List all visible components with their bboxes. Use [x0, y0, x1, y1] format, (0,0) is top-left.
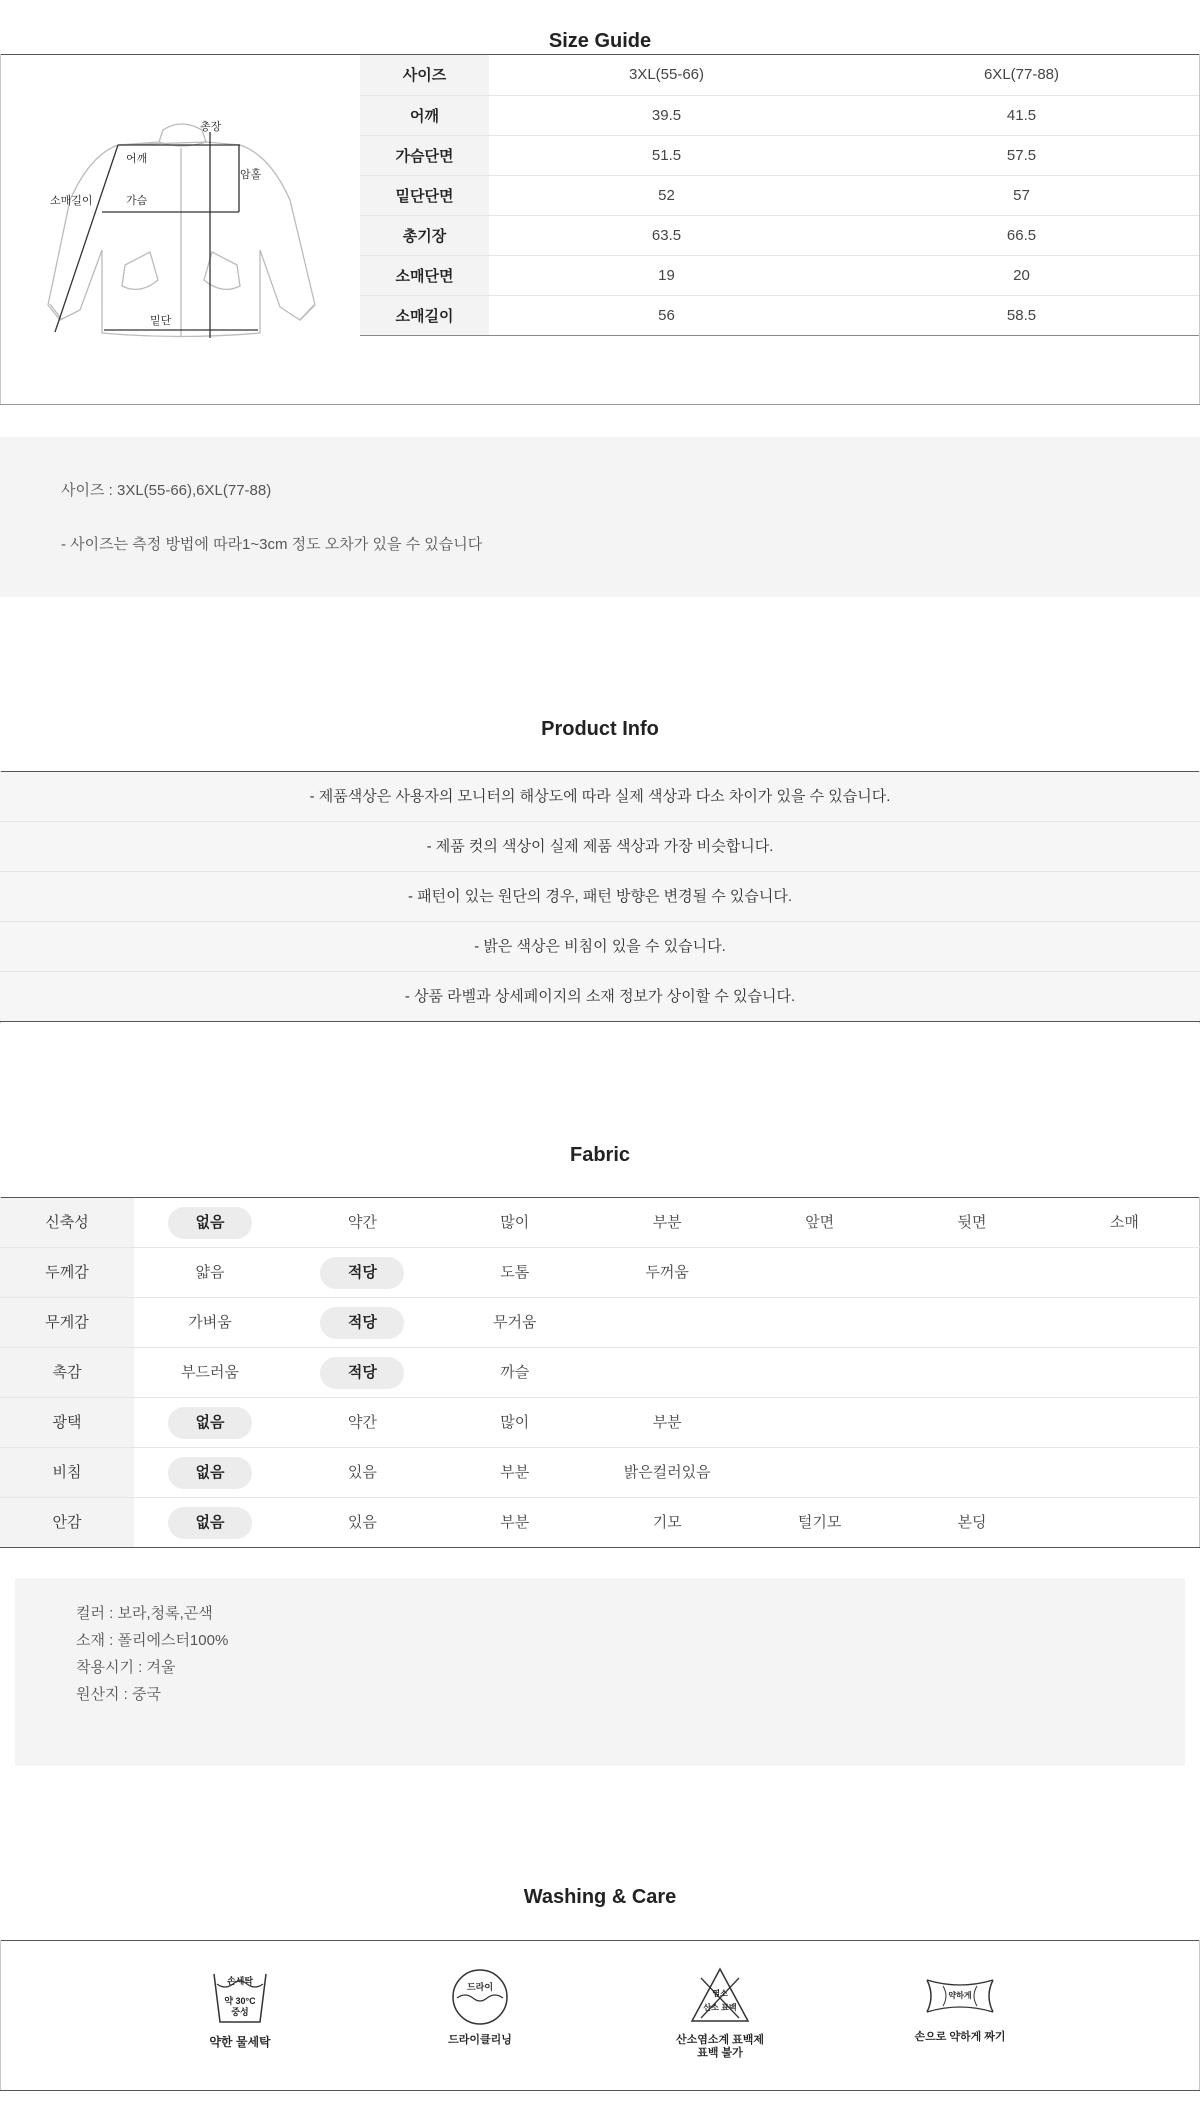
fabric-option-label: 소매 [1109, 1214, 1139, 1231]
fabric-option-label: 뒷면 [957, 1214, 987, 1231]
size-value: 58.5 [844, 295, 1199, 335]
fabric-option-selected [286, 1298, 438, 1347]
size-value: 41.5 [844, 95, 1199, 135]
size-table [360, 55, 1199, 336]
product-info-line: - 패턴이 있는 원단의 경우, 패턴 방향은 변경될 수 있습니다. [0, 872, 1200, 922]
fabric-option-label: 부분 [652, 1214, 682, 1231]
fabric-option [439, 1248, 591, 1297]
fabric-option-selected [286, 1248, 438, 1297]
fabric-row [0, 1248, 1200, 1298]
hand-wash-symbol-mid: 약 30°C [224, 1996, 256, 2006]
fabric-option-label: 없음 [168, 1407, 252, 1439]
fabric-bottom-rule [0, 1547, 1200, 1548]
product-info-line: - 제품 컷의 색상이 실제 제품 색상과 가장 비슷합니다. [0, 822, 1200, 872]
fabric-option [591, 1248, 743, 1297]
care-gentle-wring [900, 1976, 1020, 2046]
fabric-option-label: 있음 [347, 1514, 377, 1531]
fabric-option [591, 1398, 743, 1447]
fabric-option [286, 1398, 438, 1447]
diagram-label-total-length: 총장 [200, 121, 222, 133]
fabric-info-line: 컬러 : 보라,청록,곤색 [76, 1605, 213, 1622]
size-value: 52 [489, 175, 844, 215]
fabric-row-label: 신축성 [0, 1198, 134, 1247]
fabric-option-label: 없음 [168, 1457, 252, 1489]
dry-clean-icon [451, 1968, 509, 2026]
fabric-title: Fabric [569, 1144, 631, 1166]
diagram-label-armhole: 암홀 [240, 169, 262, 181]
fabric-row-label: 비침 [0, 1448, 134, 1497]
fabric-option-selected [134, 1198, 286, 1247]
fabric-row [0, 1298, 1200, 1348]
fabric-row [0, 1448, 1200, 1498]
product-info-line: - 밝은 색상은 비침이 있을 수 있습니다. [0, 922, 1200, 972]
size-note-line: - 사이즈는 측정 방법에 따라1~3cm 정도 오차가 있을 수 있습니다 [61, 536, 483, 553]
fabric-option [286, 1498, 438, 1547]
fabric-info-box [15, 1578, 1185, 1766]
no-bleach-symbol-top: 염소 [712, 1989, 728, 1998]
fabric-option-label: 적당 [320, 1357, 404, 1389]
diagram-label-shoulder: 어깨 [126, 153, 148, 165]
size-value: 57.5 [844, 135, 1199, 175]
size-value: 63.5 [489, 215, 844, 255]
care-no-bleach [660, 1966, 780, 2059]
size-row-label: 소매길이 [360, 295, 489, 335]
fabric-option-label: 까슬 [500, 1364, 530, 1381]
size-table-row [360, 295, 1199, 335]
fabric-row [0, 1498, 1200, 1548]
size-row-label: 총기장 [360, 215, 489, 255]
no-bleach-label: 산소염소계 표백제 [675, 2034, 765, 2046]
fabric-row-label: 촉감 [0, 1348, 134, 1397]
fabric-row [0, 1398, 1200, 1448]
diagram-label-sleeve-length: 소매길이 [50, 195, 93, 207]
hand-wash-symbol-bot: 중성 [231, 2007, 249, 2017]
fabric-option [1048, 1198, 1200, 1247]
fabric-row [0, 1198, 1200, 1248]
fabric-option-label: 무거움 [493, 1314, 537, 1331]
size-value: 39.5 [489, 95, 844, 135]
size-note-box [0, 437, 1200, 597]
fabric-row-label: 광택 [0, 1398, 134, 1447]
size-table-row [360, 95, 1199, 135]
hand-wash-symbol-top: 손세탁 [226, 1976, 254, 1986]
fabric-option-label: 밝은컬러있음 [623, 1464, 711, 1481]
fabric-option-label: 본딩 [957, 1514, 987, 1531]
fabric-option-label: 가벼움 [188, 1314, 232, 1331]
fabric-option-label: 두꺼움 [645, 1264, 689, 1281]
size-value: 66.5 [844, 215, 1199, 255]
fabric-option [591, 1198, 743, 1247]
fabric-option [286, 1198, 438, 1247]
diagram-label-hem: 밑단 [150, 315, 172, 327]
fabric-option [439, 1348, 591, 1397]
fabric-option-label: 부분 [500, 1514, 530, 1531]
size-value: 20 [844, 255, 1199, 295]
fabric-option-label: 있음 [347, 1464, 377, 1481]
fabric-option [591, 1448, 743, 1497]
product-info-line: - 제품색상은 사용자의 모니터의 해상도에 따라 실제 색상과 다소 차이가 있을 수 있습니다. [0, 772, 1200, 822]
fabric-option [134, 1348, 286, 1397]
fabric-option-label: 없음 [168, 1207, 252, 1239]
fabric-option [591, 1498, 743, 1547]
size-value: 57 [844, 175, 1199, 215]
fabric-option [134, 1298, 286, 1347]
washing-top-rule [0, 1940, 1200, 1941]
fabric-option [134, 1248, 286, 1297]
size-note-line: 사이즈 : 3XL(55-66),6XL(77-88) [61, 482, 272, 499]
size-header-3xl: 3XL(55-66) [489, 55, 844, 95]
fabric-info-line: 소재 : 폴리에스터100% [76, 1632, 229, 1649]
fabric-option [439, 1298, 591, 1347]
fabric-row [0, 1348, 1200, 1398]
fabric-option-label: 적당 [320, 1257, 404, 1289]
washing-title: Washing & Care [523, 1886, 677, 1908]
fabric-row-label: 두께감 [0, 1248, 134, 1297]
diagram-label-chest: 가슴 [126, 195, 148, 207]
fabric-option-label: 부분 [500, 1464, 530, 1481]
gentle-wring-symbol: 약하게 [948, 1991, 972, 2000]
fabric-option [896, 1198, 1048, 1247]
product-info-line: - 상품 라벨과 상세페이지의 소재 정보가 상이할 수 있습니다. [0, 972, 1200, 1022]
fabric-info-line: 원산지 : 중국 [76, 1686, 161, 1703]
size-table-header-row [360, 55, 1199, 95]
fabric-option [896, 1498, 1048, 1547]
fabric-option-label: 부분 [652, 1414, 682, 1431]
washing-bottom-rule [0, 2090, 1200, 2091]
size-row-label: 가슴단면 [360, 135, 489, 175]
fabric-option-label: 적당 [320, 1307, 404, 1339]
fabric-option-selected [134, 1398, 286, 1447]
fabric-option [439, 1198, 591, 1247]
fabric-option-label: 도톰 [500, 1264, 530, 1281]
size-row-label: 밑단단면 [360, 175, 489, 215]
fabric-option [286, 1448, 438, 1497]
fabric-option-selected [134, 1498, 286, 1547]
fabric-option [439, 1448, 591, 1497]
fabric-option-label: 많이 [500, 1414, 530, 1431]
left-border [0, 1940, 1, 2090]
fabric-row-label: 무게감 [0, 1298, 134, 1347]
fabric-option-label: 앞면 [805, 1214, 835, 1231]
fabric-option [744, 1198, 896, 1247]
size-header-label: 사이즈 [360, 55, 489, 95]
size-table-row [360, 135, 1199, 175]
fabric-info-line: 착용시기 : 겨울 [76, 1659, 176, 1676]
no-bleach-label-2: 표백 불가 [697, 2047, 743, 2059]
no-bleach-symbol-mid: 산소 표백 [703, 2003, 737, 2012]
size-value: 56 [489, 295, 844, 335]
size-table-row [360, 215, 1199, 255]
fabric-option-label: 약간 [347, 1414, 377, 1431]
fabric-option-label: 약간 [347, 1214, 377, 1231]
size-row-label: 소매단면 [360, 255, 489, 295]
size-header-6xl: 6XL(77-88) [844, 55, 1199, 95]
care-dry-clean [420, 1968, 540, 2048]
fabric-option-label: 많이 [500, 1214, 530, 1231]
hand-wash-label: 약한 물세탁 [209, 2035, 271, 2049]
fabric-option-label: 기모 [652, 1514, 682, 1531]
fabric-row-label: 안감 [0, 1498, 134, 1547]
size-value: 19 [489, 255, 844, 295]
fabric-option-label: 부드러움 [181, 1364, 239, 1381]
size-value: 51.5 [489, 135, 844, 175]
size-table-row [360, 175, 1199, 215]
gentle-wring-label: 손으로 약하게 짜기 [914, 2031, 1006, 2043]
fabric-option-selected [134, 1448, 286, 1497]
fabric-option-selected [286, 1348, 438, 1397]
dry-clean-label: 드라이클리닝 [448, 2034, 512, 2046]
fabric-option-label: 없음 [168, 1507, 252, 1539]
fabric-option [439, 1398, 591, 1447]
left-border [0, 54, 1, 404]
care-hand-wash [180, 1970, 300, 2050]
size-row-label: 어깨 [360, 95, 489, 135]
fabric-option-label: 털기모 [797, 1514, 842, 1531]
fabric-option-label: 얇음 [195, 1264, 225, 1281]
dry-clean-symbol: 드라이 [466, 1982, 494, 1992]
size-table-row [360, 255, 1199, 295]
fabric-option [439, 1498, 591, 1547]
size-guide-bottom-rule [0, 404, 1200, 405]
product-info-title: Product Info [541, 718, 659, 740]
size-guide-title: Size Guide [548, 30, 652, 52]
jacket-size-diagram [30, 100, 330, 350]
fabric-option [744, 1498, 896, 1547]
